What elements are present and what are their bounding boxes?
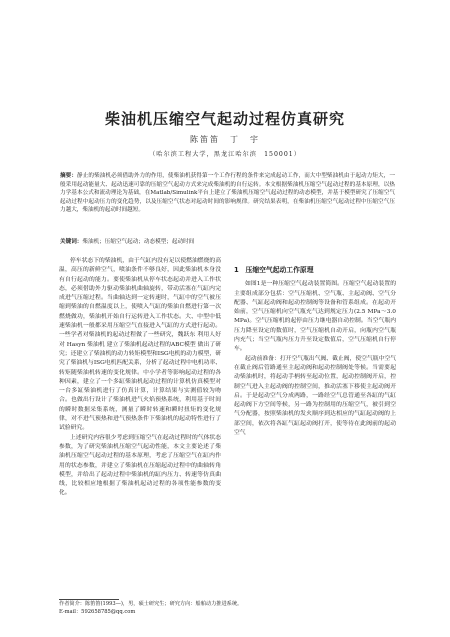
- keywords-label: 关键词：: [60, 239, 83, 245]
- section-1-paragraph-1: 如图1是一种压缩空气起动装置简图。压缩空气起动装置的主要组成部分包括：空气压缩机、空气瓶、主起动阀、空气分配器、气缸起动阀和起动控制阀等设备和管系组成。在起动开始前，空气压缩机向空气瓶充气达到规定压力(2.5 MPa～3.0 MPa)。空气压缩机的起停由压力继电器自动控制。当空气瓶内压力降至设定的数值时，空气压缩机自动开启，向瓶内空气瓶内充气；当空气瓶内压力升至设定数值后，空气压缩机自行停车。: [234, 281, 396, 353]
- author-email: E-mail：592658785@qq.com: [59, 609, 136, 615]
- footnote-divider: [59, 599, 119, 600]
- abstract-text: 静止的柴油机必须借助外力的作用，使柴油机获得第一个工作行程的条件来完成起动工作，而大中型柴油机由于起动力矩大，一般采用起动能量大、起动迅速可靠的压缩空气起动方式来完成柴油机的自行运转。本文根据柴油机压缩空气起动过程的基本原理，以热力学基本公式和流动理论为基础，在Matlab/Simulink平台上建立了柴油机压缩空气起动过程的动态模型，并基于模型研究了压缩空气起动过程中起动压力的变化趋势，以及压缩空气状态对起动时间的影响规律。研究结果表明，在柴油机压缩空气起动过程中压缩空气压力越大，柴油机的起动时间越短。: [60, 173, 395, 214]
- paper-authors: 陈笛笛 丁 宇: [190, 135, 260, 144]
- section-1-paragraph-2: 起动前准备：打开空气瓶出气阀、截止阀，使空气瓶中空气在截止阀后管路通至主起动阀和起动控制阀处等候。当需要起动柴油机时，将起动手柄转至起动位置，起动控制阀开启，控制空气进入主起动阀的控制空间，推动活塞下移使主起动阀开启。于是起动空气分成两路，一路经空气总管通至各缸的气缸起动阀下方空间等候，另一路为控制用的压缩空气，被引到空气分配器，按照柴油机的发火顺序到达相应的气缸起动阀的上部空间，依次将各缸气缸起动阀打开，使等待在此阀前的起动空气: [234, 355, 396, 437]
- left-column: [59, 257, 221, 499]
- keywords: [60, 238, 395, 247]
- section-1-heading: 1 压缩空气起动工作原理: [234, 266, 314, 274]
- paper-affiliation: （哈尔滨工程大学，黑龙江哈尔滨 150001）: [149, 151, 301, 158]
- abstract: [60, 172, 395, 215]
- intro-paragraph-2: 上述研究内容很少考虑到压缩空气在起动过程时的气体状态参数，为了研究柴油机压缩空气起动性能，本文主要论述了柴油机压缩空气起动过程的基本原理，考虑了压缩空气在缸内作用的状态参数，并建立了柴油机在压缩起动过程中的曲轴转角模型，并给出了起动过程中柴油机的缸内压力、转速等仿真曲线，比较相应地根据了柴油机起动过程的各项性能参数的变化。: [59, 434, 221, 497]
- author-footnote: 作者简介：陈笛笛(1993—)，男，硕士研究生；研究方向：船舶动力推进系统。: [59, 601, 243, 607]
- intro-paragraph-1: 停车状态下的柴油机，由于气缸内没有足以使燃油燃烧的高温，高压的新鲜空气，喷油条件不够良好，因此柴油机本身没有自行起动的能力。要使柴油机从停车状态起动并进入工作状态，必须借助外力驱动柴油机曲轴旋转，带动活塞在气缸内完成进气压缩过程。当曲轴达到一定转速时，气缸中的空气被压缩到柴油的自燃温度以上，使喷入气缸的柴油自燃进行第一次燃烧做功，柴油机开始自行运转进入工作状态。大、中型中低速柴油机一般都采用压缩空气直接进入气缸的方式进行起动。一些学者对柴油机的起动过程做了一些研究，魏跃东 利用人好对 Hasyn 柴油机 建立了柴油机起动过程的ABC模型 做出了研究；还建立了柴油机的动力转矩模型和ISG电机的动力模型，研究了柴油机与ISG电机匹配关系，分析了起动过程中电机功率、转矩随柴油机转速的变化规律。中小学者等影响起动过程的各种因素，建立了一个多缸柴油机起动过程的计算机仿真模型对一台多缸柴油机进行了仿真计算，计算结果与实测值较为吻合。也做出行设计了柴油机进气火焰预热系统，利用基于时间的瞬时数据采集系统，测量了瞬时转速和瞬时扭矩的变化规律，对不进气预热和进气预热条件下柴油机的起动特性进行了试验研究。: [59, 258, 221, 432]
- right-column: [234, 257, 396, 438]
- keywords-text: 柴油机；压缩空气起动；动态模型；起动时间: [82, 239, 195, 245]
- paper-title: 柴油机压缩空气起动过程仿真研究: [104, 110, 345, 128]
- abstract-label: 摘要：: [60, 173, 78, 179]
